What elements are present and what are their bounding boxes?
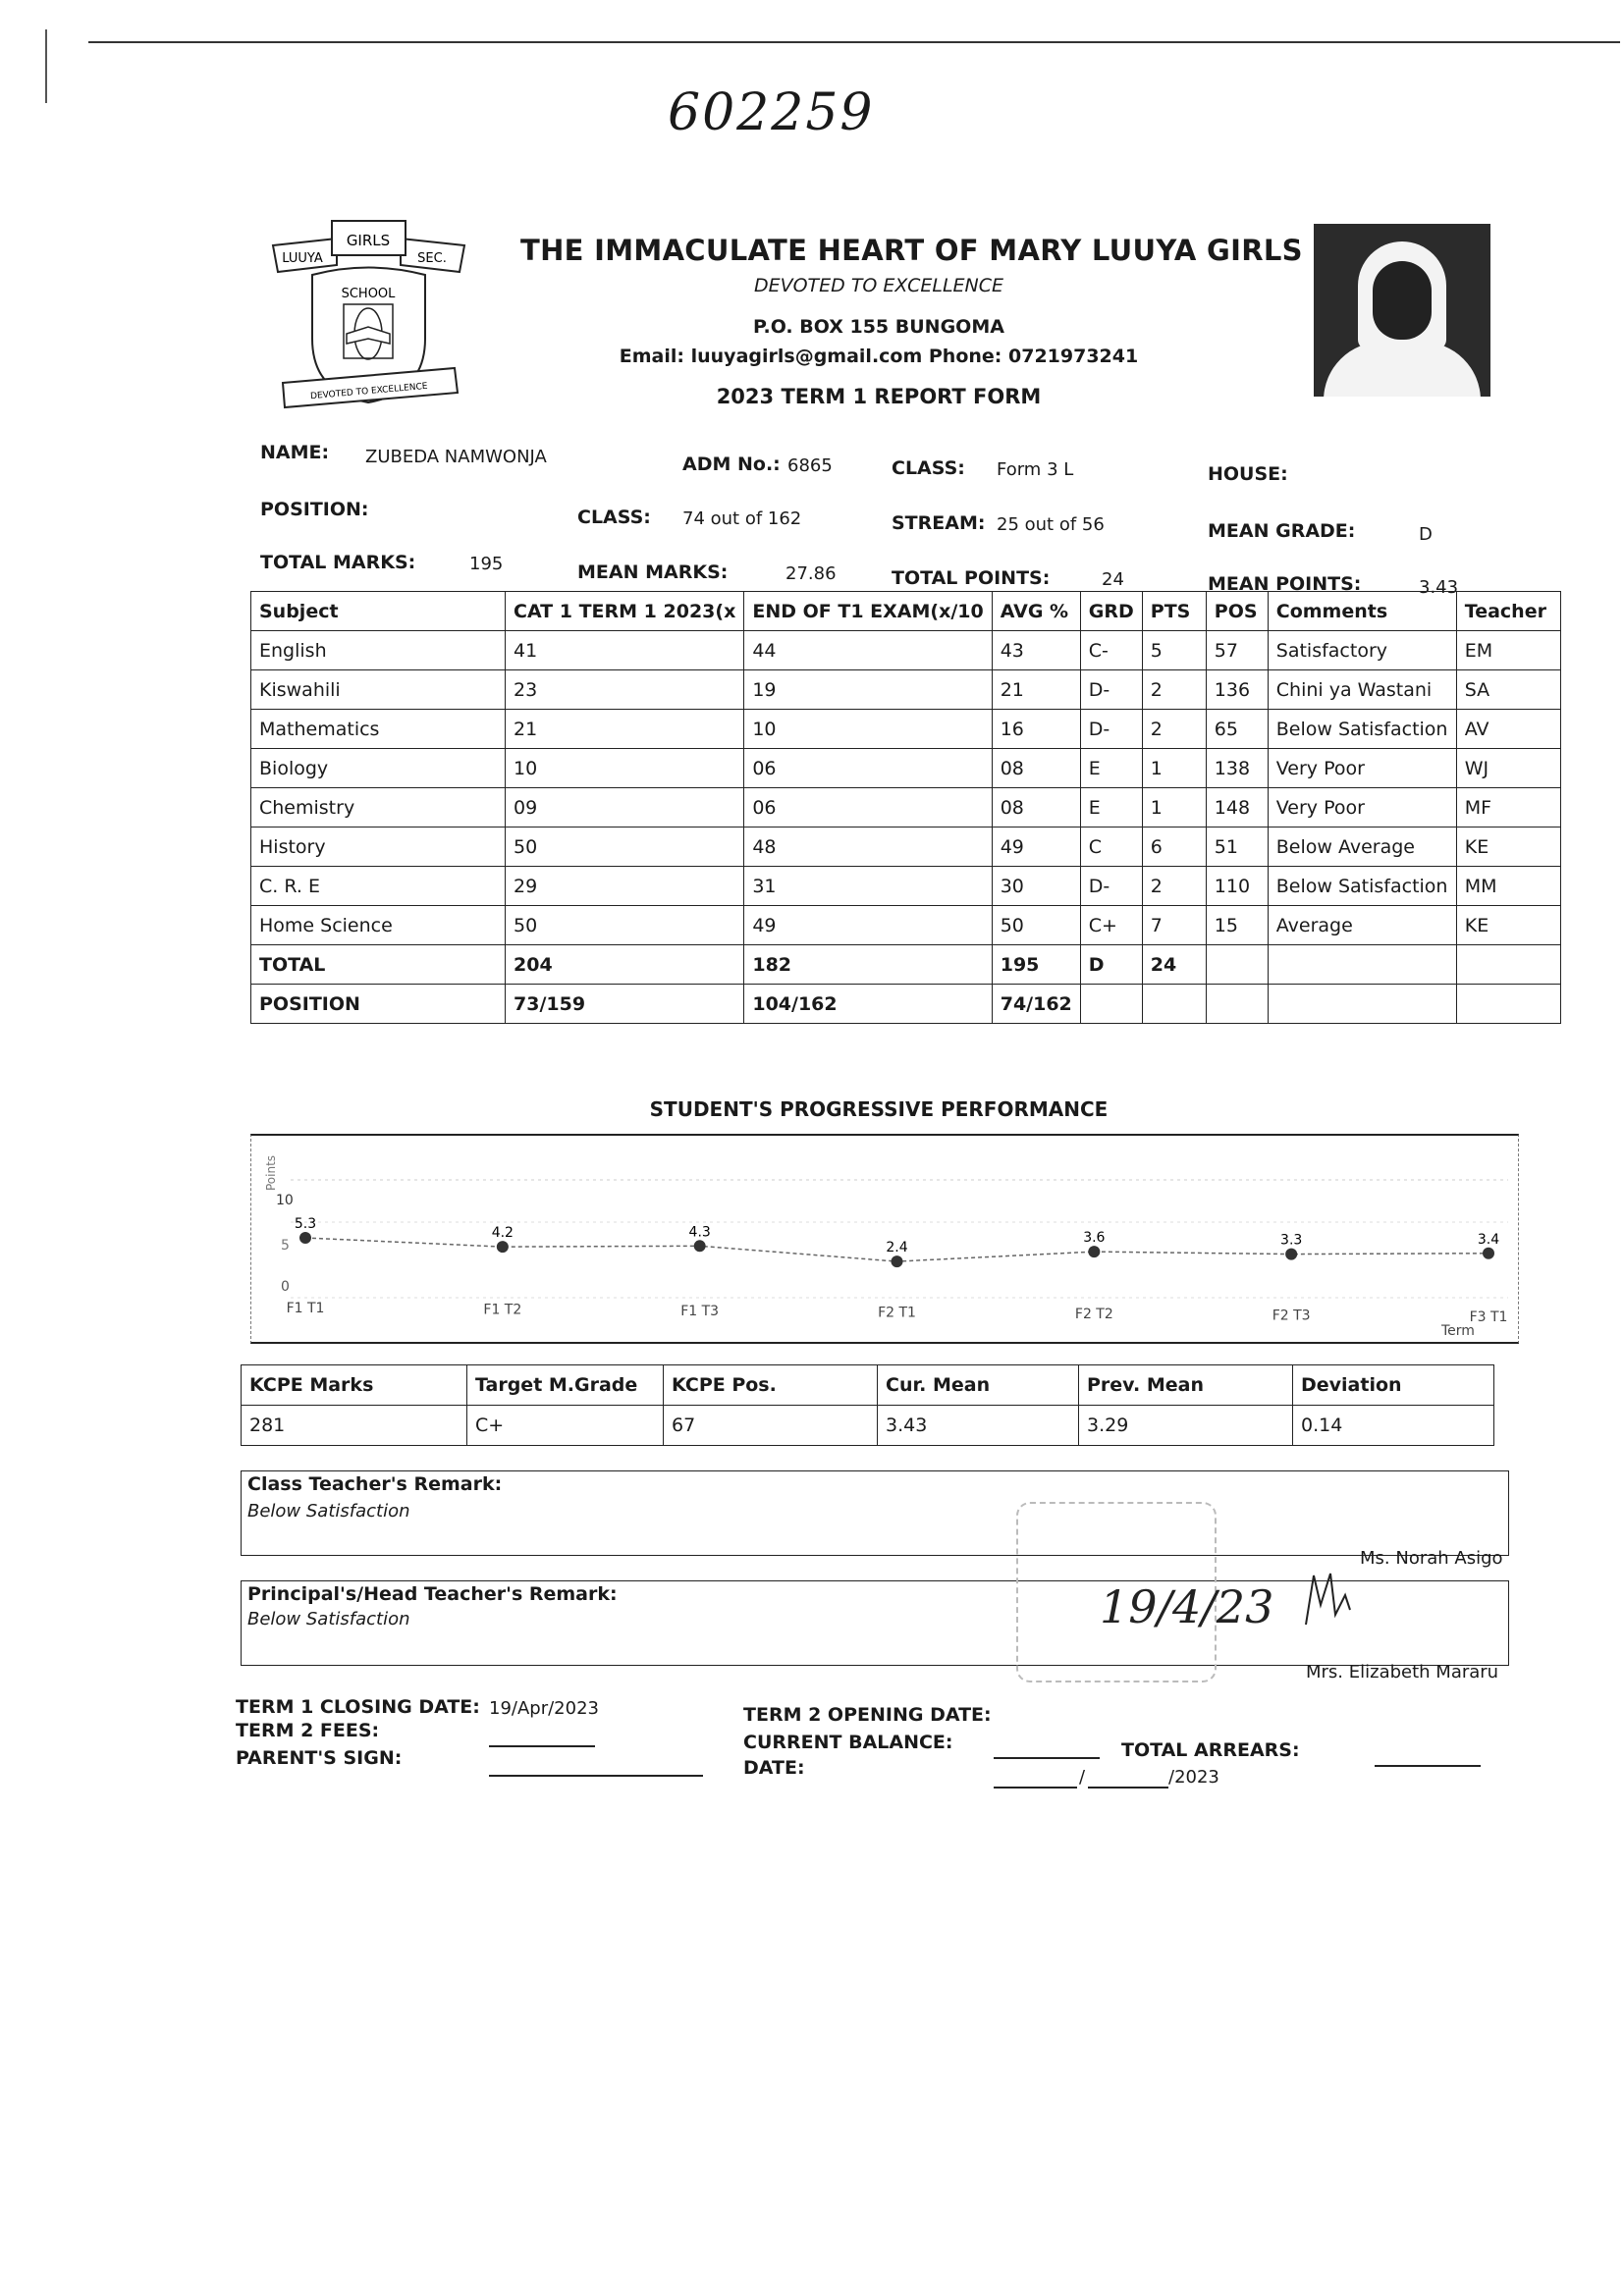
teacher: EM bbox=[1456, 631, 1560, 670]
cat-score: 09 bbox=[506, 788, 744, 828]
exam-score: 31 bbox=[744, 867, 992, 906]
grade: C bbox=[1080, 828, 1142, 867]
cur-mean-header: Cur. Mean bbox=[878, 1365, 1079, 1406]
header-points: PTS bbox=[1142, 592, 1206, 631]
empty-cell bbox=[1080, 985, 1142, 1024]
empty-cell bbox=[1206, 985, 1268, 1024]
stream-value: 25 out of 56 bbox=[997, 514, 1105, 535]
data-point-label: 4.2 bbox=[491, 1225, 514, 1242]
position-label: POSITION bbox=[251, 985, 506, 1024]
kcpe-table bbox=[241, 1364, 1494, 1446]
house-label: HOUSE: bbox=[1208, 463, 1288, 485]
avg-score: 21 bbox=[992, 670, 1080, 710]
header-comments: Comments bbox=[1268, 592, 1456, 631]
position-exam: 104/162 bbox=[744, 985, 992, 1024]
grade: C+ bbox=[1080, 906, 1142, 945]
grade: E bbox=[1080, 788, 1142, 828]
svg-text:10: 10 bbox=[276, 1193, 294, 1208]
grade: E bbox=[1080, 749, 1142, 788]
header-subject: Subject bbox=[251, 592, 506, 631]
name-label: NAME: bbox=[260, 442, 330, 463]
svg-text:GIRLS: GIRLS bbox=[346, 232, 391, 249]
total-points: 24 bbox=[1142, 945, 1206, 985]
total-points-label: TOTAL POINTS: bbox=[892, 567, 1051, 589]
total-marks-label: TOTAL MARKS: bbox=[260, 552, 416, 573]
kcpe-marks: 281 bbox=[242, 1406, 467, 1446]
table-header-row bbox=[251, 592, 1561, 631]
empty-cell bbox=[1268, 985, 1456, 1024]
subject: Biology bbox=[251, 749, 506, 788]
avg-score: 49 bbox=[992, 828, 1080, 867]
position: 51 bbox=[1206, 828, 1268, 867]
progress-chart bbox=[250, 1134, 1519, 1344]
cat-score: 23 bbox=[506, 670, 744, 710]
cat-score: 50 bbox=[506, 906, 744, 945]
x-tick-label: F2 T1 bbox=[878, 1305, 916, 1321]
svg-text:Points: Points bbox=[264, 1154, 278, 1191]
position: 148 bbox=[1206, 788, 1268, 828]
mean-points-value: 3.43 bbox=[1419, 577, 1459, 598]
comment: Below Satisfaction bbox=[1268, 867, 1456, 906]
avg-score: 08 bbox=[992, 749, 1080, 788]
teacher: MF bbox=[1456, 788, 1560, 828]
avg-score: 50 bbox=[992, 906, 1080, 945]
exam-score: 06 bbox=[744, 749, 992, 788]
adm-label: ADM No.: bbox=[682, 454, 781, 475]
date-year: /2023 bbox=[1168, 1767, 1219, 1788]
stream-label: STREAM: bbox=[892, 512, 986, 534]
comment: Average bbox=[1268, 906, 1456, 945]
mean-marks-label: MEAN MARKS: bbox=[577, 561, 729, 583]
position: 138 bbox=[1206, 749, 1268, 788]
total-arrears-blank[interactable] bbox=[1375, 1765, 1481, 1767]
position: 65 bbox=[1206, 710, 1268, 749]
total-cat: 204 bbox=[506, 945, 744, 985]
points: 5 bbox=[1142, 631, 1206, 670]
teacher: SA bbox=[1456, 670, 1560, 710]
subject: History bbox=[251, 828, 506, 867]
class-value: Form 3 L bbox=[997, 459, 1074, 480]
closing-date-value: 19/Apr/2023 bbox=[489, 1698, 599, 1719]
kcpe-pos-header: KCPE Pos. bbox=[664, 1365, 878, 1406]
class-teacher-remark-text: Below Satisfaction bbox=[247, 1501, 410, 1522]
data-point-marker bbox=[299, 1232, 311, 1244]
cat-score: 50 bbox=[506, 828, 744, 867]
header-teacher: Teacher bbox=[1456, 592, 1560, 631]
exam-score: 49 bbox=[744, 906, 992, 945]
x-tick-label: F2 T3 bbox=[1272, 1308, 1311, 1324]
position-class-value: 74 out of 162 bbox=[682, 508, 802, 529]
exam-score: 48 bbox=[744, 828, 992, 867]
term-fees-label: TERM 2 FEES: bbox=[236, 1720, 380, 1741]
date-day-blank[interactable] bbox=[994, 1787, 1077, 1789]
exam-score: 19 bbox=[744, 670, 992, 710]
points: 2 bbox=[1142, 710, 1206, 749]
avg-score: 43 bbox=[992, 631, 1080, 670]
school-name: THE IMMACULATE HEART OF MARY LUUYA GIRLS bbox=[520, 234, 1303, 267]
table-row bbox=[251, 631, 1561, 670]
school-contact: Email: luuyagirls@gmail.com Phone: 0721973241 bbox=[619, 346, 1139, 367]
svg-text:LUUYA: LUUYA bbox=[282, 251, 323, 266]
table-row bbox=[251, 710, 1561, 749]
table-row bbox=[251, 828, 1561, 867]
points: 7 bbox=[1142, 906, 1206, 945]
table-row bbox=[251, 670, 1561, 710]
chart-title: STUDENT'S PROGRESSIVE PERFORMANCE bbox=[649, 1097, 1109, 1121]
header-position: POS bbox=[1206, 592, 1268, 631]
mean-points-label: MEAN POINTS: bbox=[1208, 573, 1362, 595]
target-grade: C+ bbox=[467, 1406, 664, 1446]
svg-text:SEC.: SEC. bbox=[417, 251, 447, 266]
student-photo bbox=[1314, 224, 1490, 397]
points: 1 bbox=[1142, 749, 1206, 788]
top-rule bbox=[88, 41, 1620, 43]
table-row bbox=[251, 749, 1561, 788]
date-label: DATE: bbox=[743, 1757, 805, 1779]
handwritten-date: 19/4/23 bbox=[1100, 1580, 1274, 1633]
principal-remark-label: Principal's/Head Teacher's Remark: bbox=[247, 1583, 618, 1605]
target-grade-header: Target M.Grade bbox=[467, 1365, 664, 1406]
total-arrears-label: TOTAL ARREARS: bbox=[1121, 1739, 1300, 1761]
data-point-label: 5.3 bbox=[294, 1216, 317, 1233]
position-row bbox=[251, 985, 1561, 1024]
position-label: POSITION: bbox=[260, 499, 369, 520]
teacher: AV bbox=[1456, 710, 1560, 749]
data-point-marker bbox=[1285, 1249, 1297, 1260]
empty-cell bbox=[1142, 985, 1206, 1024]
data-point-label: 3.4 bbox=[1477, 1231, 1500, 1248]
header-exam: END OF T1 EXAM(x/10 bbox=[744, 592, 992, 631]
grade: D- bbox=[1080, 670, 1142, 710]
empty-cell bbox=[1206, 945, 1268, 985]
cat-score: 29 bbox=[506, 867, 744, 906]
header-grade: GRD bbox=[1080, 592, 1142, 631]
kcpe-header-row bbox=[242, 1365, 1494, 1406]
teacher: KE bbox=[1456, 828, 1560, 867]
svg-text:SCHOOL: SCHOOL bbox=[341, 287, 396, 301]
school-motto: DEVOTED TO EXCELLENCE bbox=[753, 275, 1004, 296]
data-point-marker bbox=[1088, 1246, 1100, 1257]
svg-text:0: 0 bbox=[281, 1279, 290, 1295]
adm-number: 6865 bbox=[787, 455, 833, 476]
subject: English bbox=[251, 631, 506, 670]
opening-date-label: TERM 2 OPENING DATE: bbox=[743, 1704, 992, 1726]
subject: C. R. E bbox=[251, 867, 506, 906]
data-point-label: 3.6 bbox=[1083, 1230, 1106, 1247]
comment: Chini ya Wastani bbox=[1268, 670, 1456, 710]
comment: Satisfactory bbox=[1268, 631, 1456, 670]
comment: Below Average bbox=[1268, 828, 1456, 867]
kcpe-marks-header: KCPE Marks bbox=[242, 1365, 467, 1406]
header-cat: CAT 1 TERM 1 2023(x bbox=[506, 592, 744, 631]
points: 2 bbox=[1142, 670, 1206, 710]
class-label: CLASS: bbox=[892, 457, 965, 479]
cat-score: 10 bbox=[506, 749, 744, 788]
student-name: ZUBEDA NAMWONJA bbox=[365, 447, 547, 467]
x-tick-label: F1 T3 bbox=[680, 1304, 720, 1319]
class-teacher-remark-box bbox=[241, 1470, 1509, 1556]
mean-grade-label: MEAN GRADE: bbox=[1208, 520, 1356, 542]
cat-score: 41 bbox=[506, 631, 744, 670]
position: 15 bbox=[1206, 906, 1268, 945]
term-fees-blank[interactable] bbox=[489, 1745, 595, 1747]
exam-score: 44 bbox=[744, 631, 992, 670]
class-teacher-remark-label: Class Teacher's Remark: bbox=[247, 1473, 503, 1495]
data-point-marker bbox=[892, 1255, 903, 1267]
position-cat: 73/159 bbox=[506, 985, 744, 1024]
date-month-blank[interactable] bbox=[1088, 1787, 1168, 1789]
exam-score: 06 bbox=[744, 788, 992, 828]
table-row bbox=[251, 906, 1561, 945]
deviation: 0.14 bbox=[1293, 1406, 1494, 1446]
principal-remark-text: Below Satisfaction bbox=[247, 1609, 410, 1629]
points: 1 bbox=[1142, 788, 1206, 828]
comment: Very Poor bbox=[1268, 788, 1456, 828]
marks-table bbox=[250, 591, 1561, 1024]
data-point-marker bbox=[1483, 1248, 1494, 1259]
points: 6 bbox=[1142, 828, 1206, 867]
position: 110 bbox=[1206, 867, 1268, 906]
current-balance-blank[interactable] bbox=[994, 1757, 1100, 1759]
x-tick-label: F2 T2 bbox=[1074, 1307, 1113, 1322]
empty-cell bbox=[1268, 945, 1456, 985]
x-tick-label: F1 T1 bbox=[286, 1301, 325, 1316]
subject: Kiswahili bbox=[251, 670, 506, 710]
kcpe-value-row bbox=[242, 1406, 1494, 1446]
avg-score: 30 bbox=[992, 867, 1080, 906]
total-avg: 195 bbox=[992, 945, 1080, 985]
grade: C- bbox=[1080, 631, 1142, 670]
school-address: P.O. BOX 155 BUNGOMA bbox=[753, 316, 1004, 338]
data-point-marker bbox=[694, 1240, 706, 1252]
x-tick-label: F1 T2 bbox=[483, 1302, 522, 1318]
comment: Below Satisfaction bbox=[1268, 710, 1456, 749]
header-avg: AVG % bbox=[992, 592, 1080, 631]
position: 57 bbox=[1206, 631, 1268, 670]
current-balance-label: CURRENT BALANCE: bbox=[743, 1732, 953, 1753]
table-row bbox=[251, 867, 1561, 906]
mean-grade-value: D bbox=[1419, 524, 1433, 545]
total-exam: 182 bbox=[744, 945, 992, 985]
position-class-label: CLASS: bbox=[577, 507, 651, 528]
avg-score: 08 bbox=[992, 788, 1080, 828]
teacher: KE bbox=[1456, 906, 1560, 945]
svg-text:DEVOTED TO EXCELLENCE: DEVOTED TO EXCELLENCE bbox=[309, 381, 428, 402]
position-avg: 74/162 bbox=[992, 985, 1080, 1024]
kcpe-pos: 67 bbox=[664, 1406, 878, 1446]
date-separator: / bbox=[1079, 1767, 1086, 1788]
data-point-label: 3.3 bbox=[1280, 1232, 1303, 1249]
total-grade: D bbox=[1080, 945, 1142, 985]
closing-date-label: TERM 1 CLOSING DATE: bbox=[236, 1696, 480, 1718]
subject: Mathematics bbox=[251, 710, 506, 749]
total-row bbox=[251, 945, 1561, 985]
cat-score: 21 bbox=[506, 710, 744, 749]
mean-marks-value: 27.86 bbox=[785, 563, 837, 584]
prev-mean: 3.29 bbox=[1079, 1406, 1293, 1446]
parent-sign-blank[interactable] bbox=[489, 1775, 703, 1777]
class-teacher-name: Ms. Norah Asigo bbox=[1360, 1548, 1503, 1569]
total-label: TOTAL bbox=[251, 945, 506, 985]
deviation-header: Deviation bbox=[1293, 1365, 1494, 1406]
data-point-label: 4.3 bbox=[688, 1224, 711, 1241]
subject: Home Science bbox=[251, 906, 506, 945]
svg-text:Term: Term bbox=[1441, 1323, 1475, 1339]
principal-name: Mrs. Elizabeth Mararu bbox=[1306, 1662, 1499, 1682]
points: 2 bbox=[1142, 867, 1206, 906]
subject: Chemistry bbox=[251, 788, 506, 828]
exam-score: 10 bbox=[744, 710, 992, 749]
comment: Very Poor bbox=[1268, 749, 1456, 788]
cur-mean: 3.43 bbox=[878, 1406, 1079, 1446]
total-points-value: 24 bbox=[1102, 569, 1124, 590]
avg-score: 16 bbox=[992, 710, 1080, 749]
table-row bbox=[251, 788, 1561, 828]
left-margin-mark bbox=[45, 29, 47, 103]
data-point-marker bbox=[497, 1241, 509, 1253]
position: 136 bbox=[1206, 670, 1268, 710]
x-tick-label: F3 T1 bbox=[1469, 1309, 1508, 1325]
data-point-label: 2.4 bbox=[886, 1240, 908, 1256]
prev-mean-header: Prev. Mean bbox=[1079, 1365, 1293, 1406]
handwritten-number: 602259 bbox=[668, 83, 875, 142]
total-marks-value: 195 bbox=[469, 554, 504, 574]
signature-icon bbox=[1296, 1566, 1355, 1634]
teacher: MM bbox=[1456, 867, 1560, 906]
svg-text:5: 5 bbox=[281, 1238, 290, 1254]
parent-sign-label: PARENT'S SIGN: bbox=[236, 1747, 403, 1769]
grade: D- bbox=[1080, 867, 1142, 906]
grade: D- bbox=[1080, 710, 1142, 749]
teacher: WJ bbox=[1456, 749, 1560, 788]
report-title: 2023 TERM 1 REPORT FORM bbox=[716, 385, 1042, 408]
line-chart bbox=[251, 1136, 1518, 1342]
empty-cell bbox=[1456, 985, 1560, 1024]
empty-cell bbox=[1456, 945, 1560, 985]
